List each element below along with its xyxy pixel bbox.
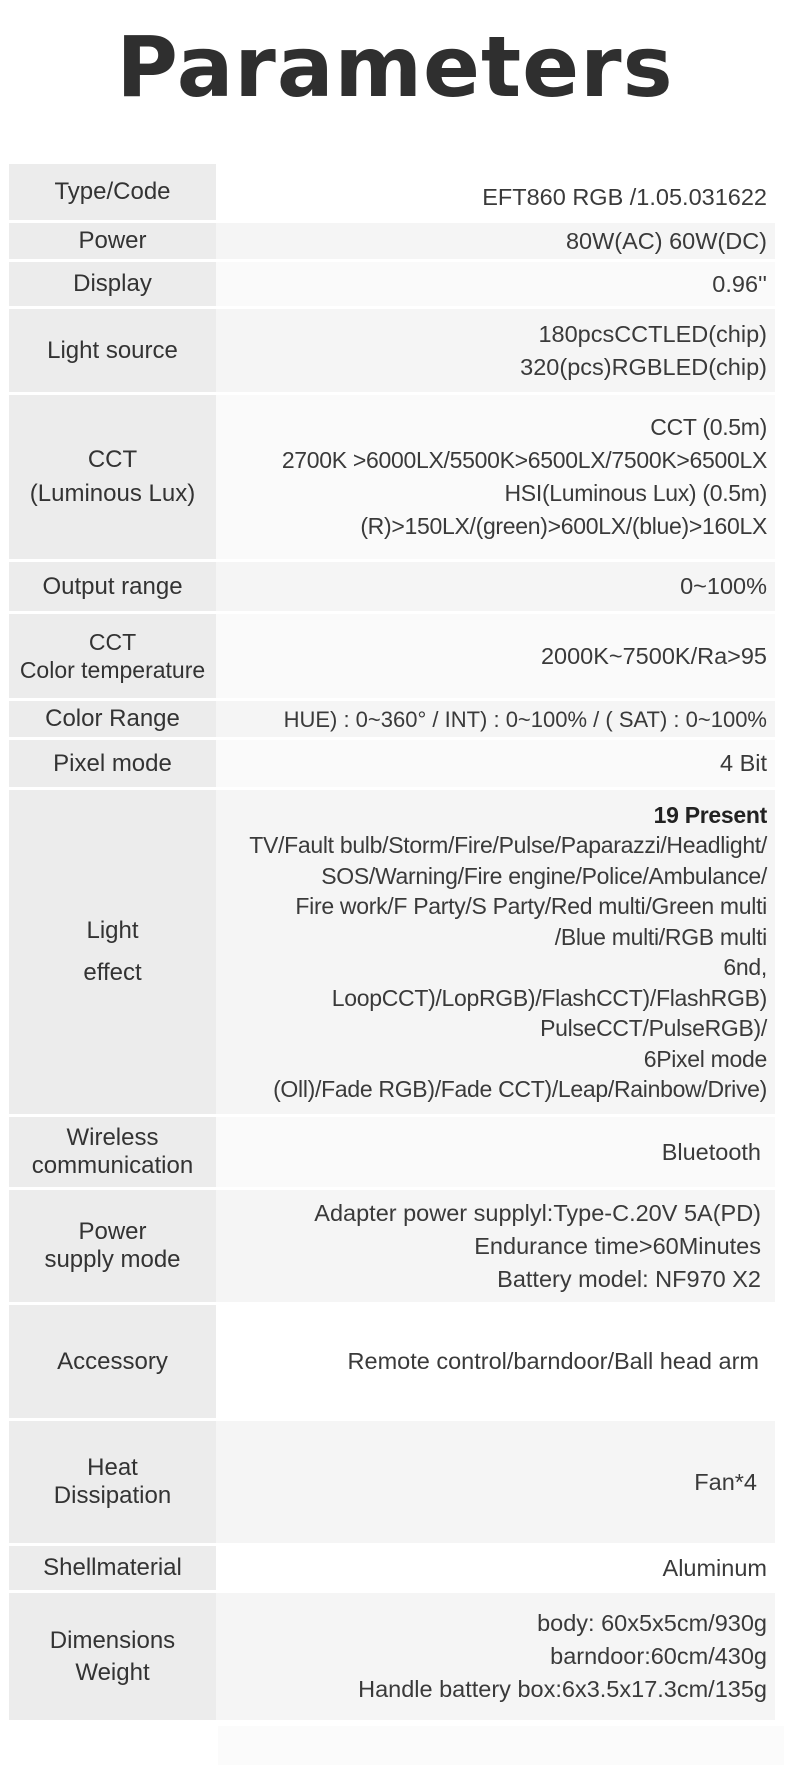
row-value: 80W(AC) 60W(DC) bbox=[216, 223, 775, 259]
row-value: Remote control/barndoor/Ball head arm bbox=[216, 1305, 775, 1418]
row-value: 180pcsCCTLED(chip) 320(pcs)RGBLED(chip) bbox=[216, 309, 775, 392]
table-row bbox=[9, 262, 775, 306]
row-label: Power supply mode bbox=[9, 1190, 216, 1302]
parameters-table bbox=[9, 164, 775, 1720]
table-row bbox=[9, 1593, 775, 1720]
row-value: EFT860 RGB /1.05.031622 bbox=[216, 164, 775, 220]
table-row bbox=[9, 395, 775, 559]
row-label: Accessory bbox=[9, 1305, 216, 1418]
table-row bbox=[9, 1190, 775, 1302]
row-label: Color Range bbox=[9, 701, 216, 737]
page-title: Parameters bbox=[116, 18, 674, 116]
row-value: HUE) : 0~360° / INT) : 0~100% / ( SAT) : 0~100% bbox=[216, 701, 775, 737]
row-label: Light effect bbox=[9, 790, 216, 1114]
row-value: Adapter power supplyl:Type-C.20V 5A(PD) Endurance time>60Minutes Battery model: NF970 X2 bbox=[216, 1190, 775, 1302]
table-row bbox=[9, 701, 775, 737]
table-row bbox=[9, 1421, 775, 1543]
table-row bbox=[9, 309, 775, 392]
row-value: Fan*4 bbox=[216, 1421, 775, 1543]
table-row bbox=[9, 614, 775, 698]
row-value: Bluetooth bbox=[216, 1117, 775, 1187]
row-value: CCT (0.5m) 2700K >6000LX/5500K>6500LX/7500K>6500LX HSI(Luminous Lux) (0.5m) (R)>150LX/(green)>600LX/(blue)>160LX bbox=[216, 395, 775, 559]
row-value: 4 Bit bbox=[216, 740, 775, 787]
row-label: Light source bbox=[9, 309, 216, 392]
table-row bbox=[9, 562, 775, 611]
row-value: 0~100% bbox=[216, 562, 775, 611]
row-label: Heat Dissipation bbox=[9, 1421, 216, 1543]
row-label: Output range bbox=[9, 562, 216, 611]
row-value: body: 60x5x5cm/930g barndoor:60cm/430g Handle battery box:6x3.5x17.3cm/135g bbox=[216, 1593, 775, 1720]
table-row bbox=[9, 164, 775, 220]
row-label: Power bbox=[9, 223, 216, 259]
table-row bbox=[9, 223, 775, 259]
row-label: Type/Code bbox=[9, 164, 216, 220]
table-row bbox=[9, 790, 775, 1114]
table-row bbox=[9, 1305, 775, 1418]
row-value: 0.96'' bbox=[216, 262, 775, 306]
row-label: Shellmaterial bbox=[9, 1546, 216, 1590]
row-value: Aluminum bbox=[216, 1546, 775, 1590]
row-label: Display bbox=[9, 262, 216, 306]
row-label: Wireless communication bbox=[9, 1117, 216, 1187]
table-row bbox=[9, 1546, 775, 1590]
bottom-strip bbox=[218, 1726, 784, 1765]
row-label: CCT Color temperature bbox=[9, 614, 216, 698]
table-row bbox=[9, 1117, 775, 1187]
row-label: Dimensions Weight bbox=[9, 1593, 216, 1720]
row-value: 19 Present TV/Fault bulb/Storm/Fire/Pulse/Paparazzi/Headlight/ SOS/Warning/Fire engine/Police/Ambulance/ Fire work/F Party/S Party/Red multi/Green multi /Blue multi/RGB multi 6nd, LoopCCT)/LopRGB)/FlashCCT)/FlashRGB) PulseCCT/PulseRGB)/ 6Pixel mode (Oll)/Fade RGB)/Fade CCT)/Leap/Rainbow/Drive) bbox=[216, 790, 775, 1114]
table-row bbox=[9, 740, 775, 787]
row-value: 2000K~7500K/Ra>95 bbox=[216, 614, 775, 698]
row-label: Pixel mode bbox=[9, 740, 216, 787]
row-label: CCT (Luminous Lux) bbox=[9, 395, 216, 559]
